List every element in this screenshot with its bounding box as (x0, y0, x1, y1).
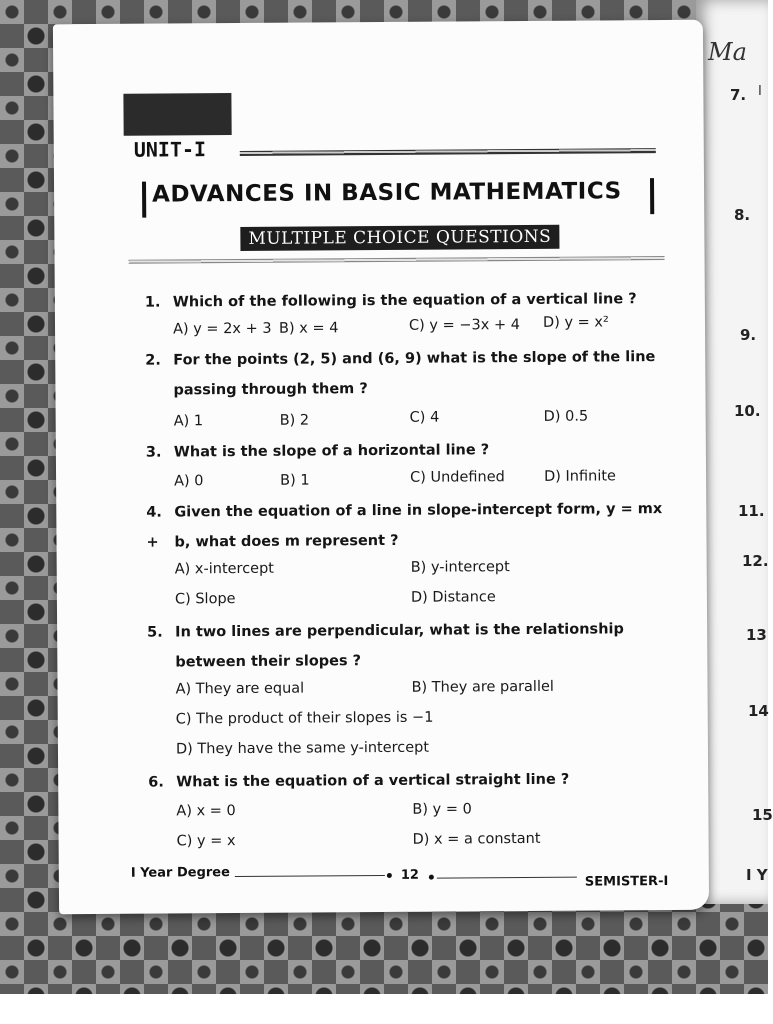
option: C) Slope (174, 591, 236, 608)
option: D) They have the same y-intercept (175, 739, 430, 758)
footer-rule-left (235, 875, 385, 877)
question-number: 3. (145, 444, 162, 461)
option: B) They are parallel (411, 678, 554, 696)
question-3 (146, 434, 666, 468)
question-number: 1. (144, 294, 161, 311)
adjacent-page-number: 13 (746, 626, 767, 644)
adjacent-page-number: I Y (746, 866, 768, 884)
option: A) 1 (173, 413, 204, 430)
title-bar-left (142, 182, 146, 218)
footer-rule-right (437, 877, 577, 879)
adjacent-page-number: 12. (742, 552, 769, 570)
footer-semester: SEMISTER-I (584, 874, 669, 890)
adjacent-page-number: 8. (734, 206, 751, 224)
adjacent-page-number: 9. (740, 326, 757, 344)
question-2 (145, 342, 665, 376)
option: B) 2 (279, 412, 310, 429)
option: B) x = 4 (278, 320, 339, 337)
adjacent-page-number: 14 (748, 702, 769, 720)
option: A) x-intercept (174, 560, 275, 578)
question-text: Which of the following is the equation of a vertical line ? (172, 291, 637, 311)
question-5 (147, 614, 667, 648)
section-rule (129, 256, 665, 264)
section-heading: MULTIPLE CHOICE QUESTIONS (240, 225, 559, 251)
question-6 (148, 764, 668, 798)
option: C) Undefined (410, 469, 505, 486)
unit-rule (240, 148, 656, 156)
question-number: 6. (148, 774, 164, 791)
question-text: For the points (2, 5) and (6, 9) what is the slope of the line (173, 349, 656, 369)
footer-dot (429, 875, 434, 880)
unit-label: UNIT-I (133, 137, 207, 162)
adjacent-page-fragment: I (758, 84, 762, 99)
question-5-cont (175, 644, 695, 678)
question-number: 2. (145, 352, 161, 369)
question-text: Given the equation of a line in slope-intercept form, y = mx + (146, 501, 663, 551)
title-bar-right (650, 178, 654, 214)
option: C) The product of their slopes is −1 (175, 709, 434, 728)
option: D) 0.5 (543, 408, 589, 425)
option: D) x = a constant (412, 830, 541, 848)
option: B) 1 (280, 472, 310, 489)
option: D) Infinite (544, 468, 616, 485)
bottom-margin (0, 994, 768, 1024)
book-page (53, 20, 709, 915)
question-number: 5. (147, 624, 163, 641)
adjacent-page-number: 10. (734, 402, 761, 420)
option: A) They are equal (175, 680, 305, 698)
footer-dot (387, 873, 392, 878)
option: C) y = −3x + 4 (408, 317, 520, 334)
option: C) y = x (176, 833, 236, 850)
adjacent-page-number: 15 (752, 806, 773, 824)
page-number: 12 (400, 867, 419, 883)
question-text: What is the equation of a vertical straight line ? (176, 771, 570, 791)
question-text: What is the slope of a horizontal line ? (173, 442, 490, 461)
option: A) y = 2x + 3 (172, 320, 272, 338)
footer-course: I Year Degree (130, 865, 230, 881)
option: D) Distance (410, 589, 496, 606)
option: C) 4 (409, 409, 440, 426)
question-text: b, what does m represent ? (174, 532, 399, 551)
adjacent-page-script: Ma (708, 38, 747, 66)
option: A) x = 0 (176, 803, 236, 820)
unit-header-block (123, 93, 231, 136)
option: B) y = 0 (412, 801, 472, 818)
question-2-cont (173, 372, 693, 406)
option: D) y = x² (542, 314, 609, 331)
adjacent-page-number: 11. (738, 502, 765, 520)
question-list (144, 284, 675, 850)
question-4-cont (174, 524, 694, 558)
adjacent-page-number: 7. (730, 86, 747, 104)
question-text: passing through them ? (173, 381, 368, 399)
question-number: 4. (146, 504, 162, 521)
option: B) y-intercept (410, 559, 510, 576)
page-title: ADVANCES IN BASIC MATHEMATICS (152, 178, 622, 208)
question-1 (145, 284, 665, 318)
option: A) 0 (174, 473, 204, 490)
question-text: In two lines are perpendicular, what is the relationship (175, 621, 624, 641)
question-text: between their slopes ? (175, 653, 362, 671)
